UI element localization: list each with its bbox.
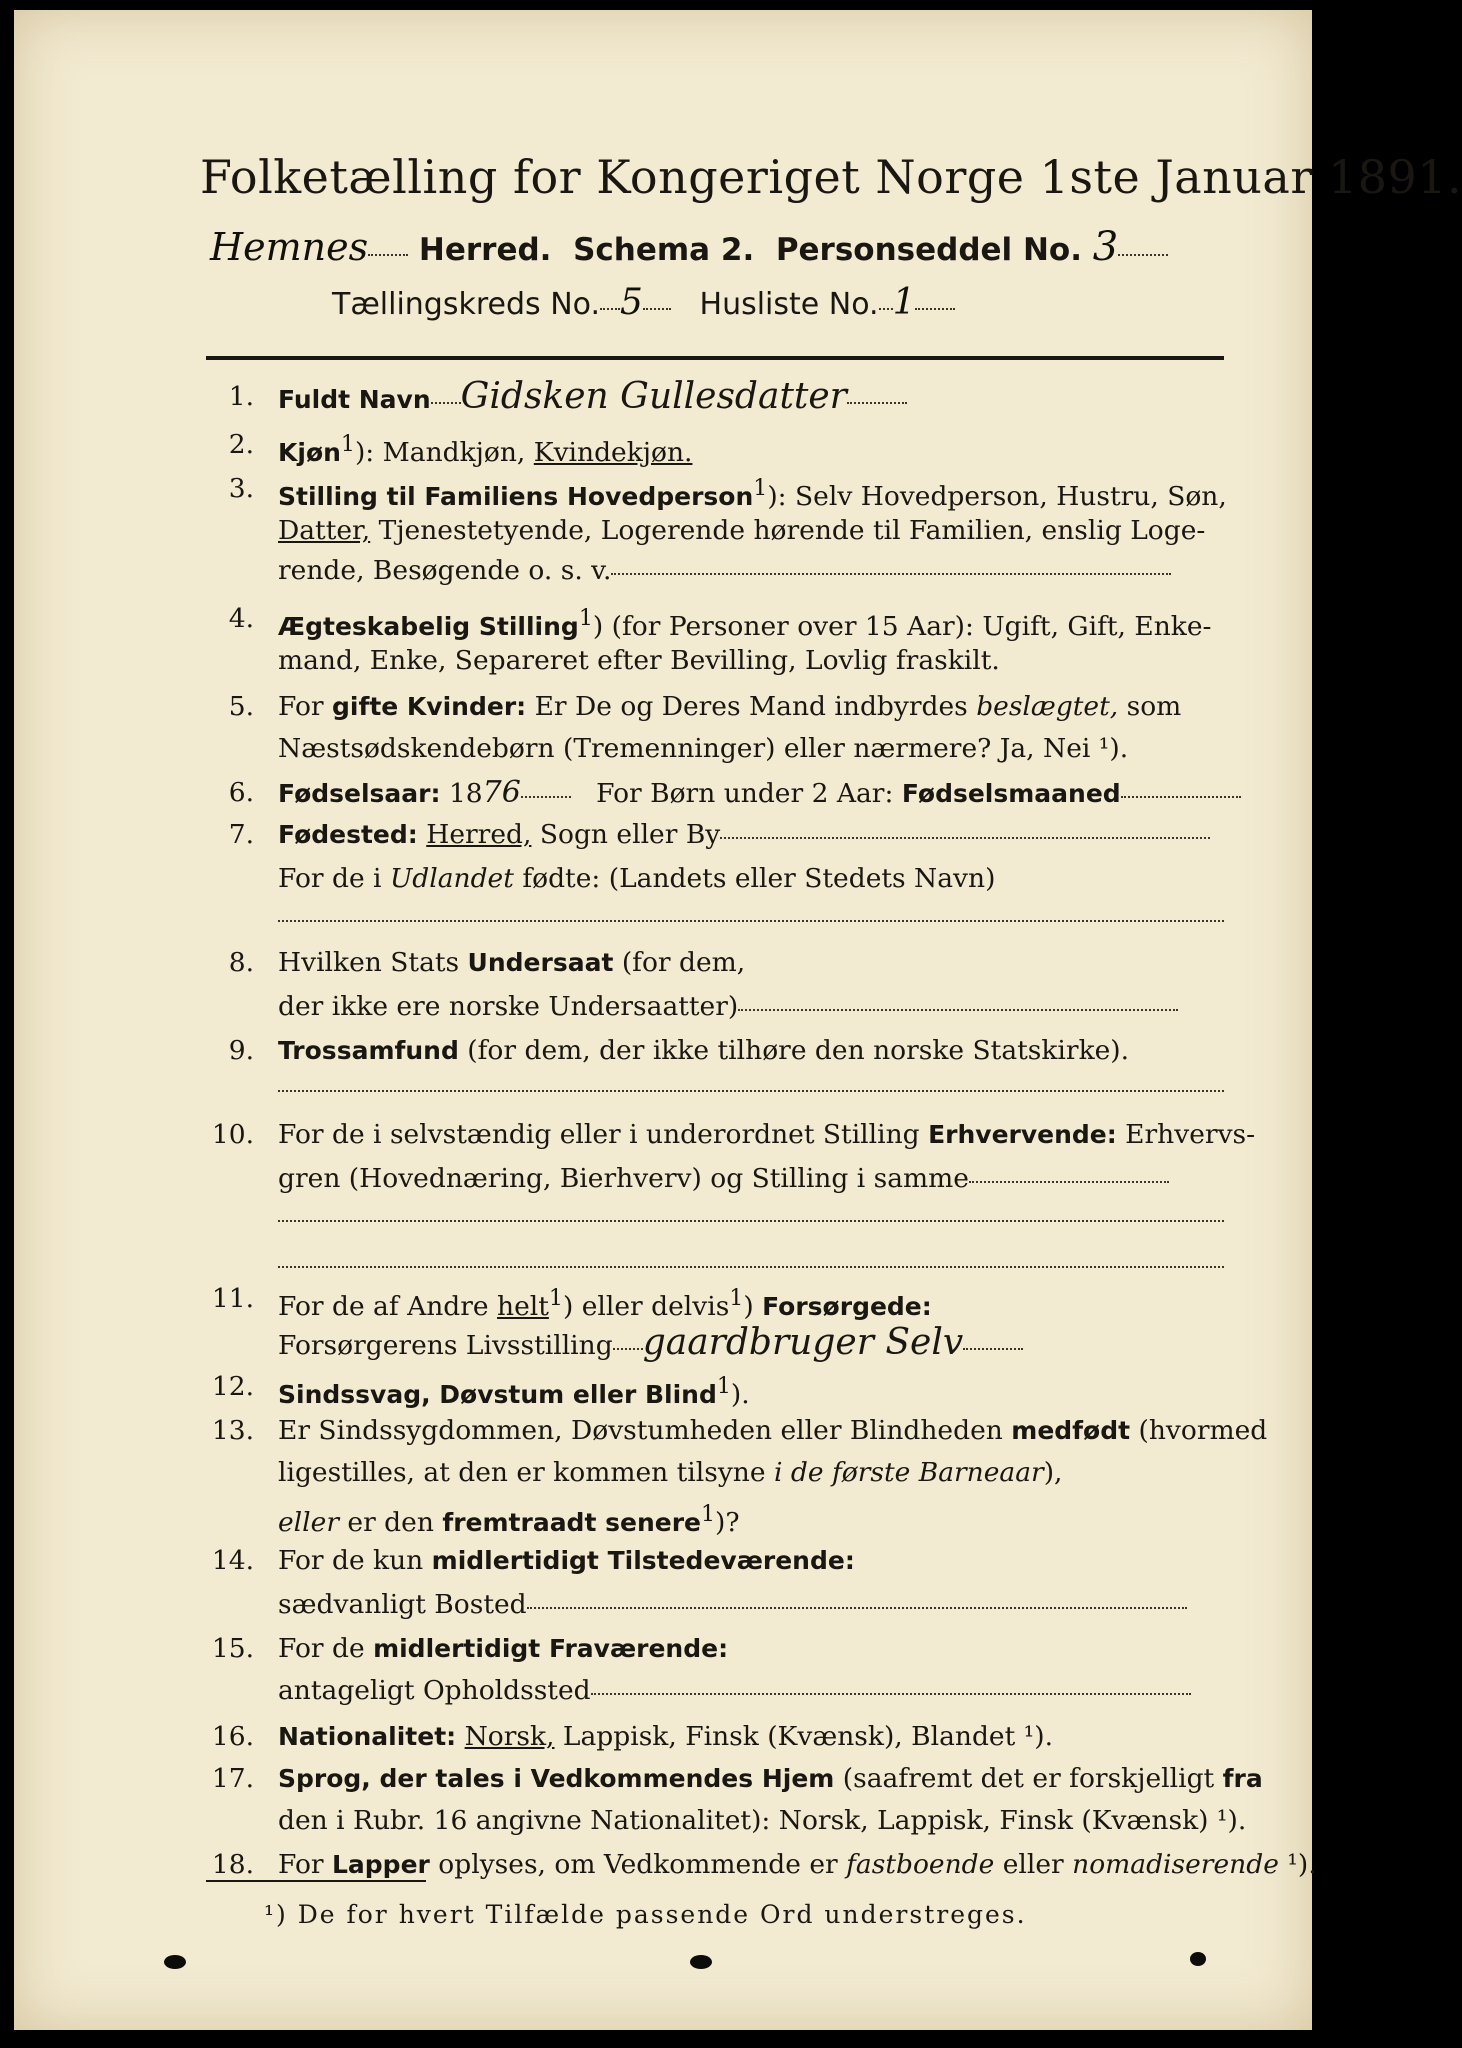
item-label: fra: [1222, 1764, 1263, 1793]
footnote-mark: 1: [340, 432, 355, 457]
item-text: mand, Enke, Separeret efter Bevilling, Lovlig fraskilt.: [278, 645, 1000, 676]
item-text: fødte: (Landets eller Stedets Navn): [513, 863, 996, 894]
selected-option: Datter,: [278, 515, 371, 546]
item-label: Kjøn: [278, 437, 341, 467]
item-number: 1.: [228, 381, 254, 412]
blank-line: [278, 1220, 1224, 1222]
item-number: 16.: [211, 1721, 254, 1752]
year-prefix: 18: [448, 778, 483, 809]
item-text: ).: [730, 1378, 750, 1410]
item-label: medfødt: [1011, 1416, 1131, 1445]
item-text: For de i selvstændig eller i underordnet Stilling: [278, 1119, 929, 1150]
herred-value: Hemnes: [210, 225, 369, 269]
header-rule: [206, 356, 1224, 360]
item-text: rende, Besøgende o. s. v.: [278, 555, 612, 586]
item-number: 9.: [228, 1035, 254, 1066]
item-number: 10.: [211, 1119, 254, 1150]
footnote-rule: [206, 1880, 426, 1882]
item-text: fastboende: [846, 1849, 995, 1880]
item-number: 13.: [211, 1415, 254, 1446]
item-label: Fødested:: [278, 820, 418, 849]
blank-line: [278, 1090, 1224, 1092]
item-label: Fødselsmaaned: [901, 779, 1121, 808]
item-text: er den: [338, 1506, 443, 1538]
item-text: Erhvervs-: [1116, 1119, 1256, 1150]
item-text: i de første Barneaar: [773, 1457, 1044, 1488]
item-text: For: [278, 691, 332, 722]
name-value: Gidsken Gullesdatter: [460, 376, 847, 417]
item-text: nomadiserende: [1072, 1849, 1279, 1880]
selected-option: Norsk,: [464, 1721, 555, 1752]
item-text: der ikke ere norske Undersaatter): [278, 991, 739, 1022]
item-text: (hvormed: [1130, 1415, 1268, 1446]
item-number: 18.: [211, 1849, 254, 1880]
item-text: (saafremt det er forskjelligt: [834, 1763, 1223, 1794]
item-label: Stilling til Familiens Hovedperson: [278, 481, 754, 511]
item-text: Forsørgerens Livsstilling: [278, 1330, 613, 1361]
ink-blot: [1190, 1952, 1206, 1966]
item-text: (for dem, der ikke tilhøre den norske Statskirke).: [458, 1035, 1130, 1066]
selected-option: Herred,: [426, 819, 532, 850]
footnote: ¹) De for hvert Tilfælde passende Ord understreges.: [264, 1900, 1027, 1929]
item-number: 4.: [228, 603, 254, 634]
item-number: 15.: [211, 1633, 254, 1664]
item-label: Erhvervende:: [928, 1120, 1117, 1149]
item-number: 17.: [211, 1763, 254, 1794]
item-label: Lapper: [331, 1850, 430, 1879]
item-text: ¹).: [1278, 1849, 1317, 1880]
item-text: For: [278, 1849, 332, 1880]
item-label: Fødselsaar:: [278, 779, 441, 808]
birth-year-value: 76: [482, 775, 521, 810]
item-label: fremtraadt senere: [442, 1507, 701, 1537]
item-text: oplyses, om Vedkommende er: [429, 1849, 847, 1880]
item-text: ): Selv Hovedperson, Hustru, Søn,: [767, 480, 1227, 512]
census-form: Folketælling for Kongeriget Norge 1ste Januar 1891. Hemnes Herred. Schema 2. Personseddel No. 3 Tællingskreds No. 5 Husliste No. 1 1. Fuldt Navn Gidsken Gullesdatter 2. Kjøn$^1$): Mandkjøn, Kvindekjøn. 3. Stilling til Familiens Hovedperson$^1$): Selv Hovedperson, Hustru, Søn, Datter, Tjenestetyende, Logerende hørende til Familien, enslig Loge- rende, Besøgende o. s. v. 4. Ægteskabelig Stilling$^1$) (for Personer over 15 Aar): Ugift, Gift, Enke- mand, Enke, Separeret efter Bevilling, Lovlig fraskilt. 5. For gifte Kvinder: Er De og Deres Mand indbyrdes beslægtet, som Næstsødskendebørn (Tremenninger) eller nærmere? Ja, Nei ¹). 6. Fødselsaar: 1876 For Børn under 2 Aar: Fødselsmaaned 7. Fødested: Herred, Sogn eller By For de i Udlandet fødte: (Landets eller Stedets Navn) 8. Hvilken Stats Undersaat (for dem, der ikke ere norske Undersaatter) 9. Trossamfund (for dem, der ikke tilhøre den norske Statskirke). 10. For de i selvstændig eller i underordnet Stilling Erhvervende: Erhvervs- gren (Hovednæring, Bierhverv) og Stilling i samme 11. For de af Andre helt$^1$) eller delvis$^1$) Forsørgede: Forsørgerens Livsstilling gaardbruger Selv 12. Sindssvag, Døvstum eller Blind$^1$). 13. Er Sindssygdommen, Døvstumheden eller Blindheden medfødt (hvormed ligestilles, at den er kommen tilsyne i de første Barneaar), eller er den fremtraadt senere$^1$)? 14. For de kun midlertidigt Tilstedeværende: sædvanligt Bosted 15. For de midlertidigt Fraværende: antageligt Opholdssted 16. Nationalitet: Norsk, Lappisk, Finsk (Kvænsk), Blandet ¹). 17. Sprog, der tales i Vedkommendes Hjem (saafremt det er forskjelligt fra den i Rubr. 16 angivne Nationalitet): Norsk, Lappisk, Finsk (Kvænsk) ¹). 18. For Lapper oplyses, om Vedkommende er fastboende eller nomadiserende ¹). ¹) De for hvert Tilfælde passende Ord understreges.: [14, 10, 1312, 2030]
personseddel-value: 3: [1092, 224, 1119, 270]
herred-label: Herred.: [418, 232, 552, 268]
personseddel-label: Personseddel No.: [775, 232, 1082, 268]
ink-blot: [164, 1955, 186, 1969]
selected-option: helt: [497, 1290, 549, 1322]
item-text: Tjenestetyende, Logerende hørende til Familien, enslig Loge-: [370, 515, 1206, 546]
item-text: Lappisk, Finsk (Kvænsk), Blandet ¹).: [554, 1721, 1054, 1752]
herred-line: [210, 224, 1168, 270]
item-number: 5.: [228, 691, 254, 722]
blank-line: [278, 1266, 1224, 1268]
item-number: 7.: [228, 819, 254, 850]
item-number: 8.: [228, 947, 254, 978]
item-text: (for dem,: [613, 947, 746, 978]
provider-value: gaardbruger Selv: [642, 1322, 964, 1363]
item-text: gren (Hovednæring, Bierhverv) og Stilling i samme: [278, 1163, 969, 1194]
item-number: 6.: [228, 777, 254, 808]
item-number: 14.: [211, 1545, 254, 1576]
item-text: For de: [278, 1633, 374, 1664]
item-text: Udlandet: [389, 863, 514, 894]
item-text: For de af Andre: [278, 1290, 498, 1322]
husliste-label: Husliste No.: [699, 287, 879, 322]
item-text: Er Sindssygdommen, Døvstumheden eller Blindheden: [278, 1415, 1012, 1446]
schema-label: Schema 2.: [573, 232, 755, 268]
item-number: 11.: [211, 1283, 254, 1314]
husliste-value: 1: [892, 282, 916, 323]
item-label: midlertidigt Tilstedeværende:: [431, 1546, 855, 1575]
item-label: Sindssvag, Døvstum eller Blind: [278, 1379, 717, 1409]
item-label: Ægteskabelig Stilling: [278, 611, 579, 641]
item-number: 3.: [228, 473, 254, 504]
item-text: For de i: [278, 863, 390, 894]
item-label: Undersaat: [467, 948, 614, 977]
item-text: eller: [994, 1849, 1073, 1880]
item-text: Næstsødskendebørn (Tremenninger) eller nærmere? Ja, Nei ¹).: [278, 733, 1129, 764]
item-text: ),: [1043, 1457, 1063, 1488]
item-label: Sprog, der tales i Vedkommendes Hjem: [278, 1764, 835, 1793]
item-text: sædvanligt Bosted: [278, 1589, 527, 1620]
item-text: ) eller delvis: [562, 1290, 730, 1322]
item-label: Fuldt Navn: [278, 385, 431, 414]
kreds-label: Tællingskreds No.: [332, 287, 600, 322]
form-title: Folketælling for Kongeriget Norge 1ste Januar 1891.: [200, 150, 1462, 204]
item-text: ligestilles, at den er kommen tilsyne: [278, 1457, 774, 1488]
item-text: ): Mandkjøn,: [354, 436, 534, 468]
item-text: eller: [278, 1506, 339, 1538]
item-text: antageligt Opholdssted: [278, 1675, 591, 1706]
item-text: beslægtet,: [976, 691, 1119, 722]
item-text: Hvilken Stats: [278, 947, 468, 978]
item-text: Sogn eller By: [531, 819, 721, 850]
item-number: 2.: [228, 429, 254, 460]
kreds-value: 5: [620, 282, 643, 323]
item-text: For Børn under 2 Aar:: [596, 778, 902, 809]
item-text: den i Rubr. 16 angivne Nationalitet): Norsk, Lappisk, Finsk (Kvænsk) ¹).: [278, 1805, 1247, 1836]
item-number: 12.: [211, 1371, 254, 1402]
selected-option: Kvindekjøn.: [533, 436, 693, 468]
kreds-line: [332, 282, 955, 323]
item-label: Forsørgede:: [762, 1291, 932, 1321]
ink-blot: [690, 1955, 712, 1969]
blank-line: [278, 920, 1224, 922]
item-text: ) (for Personer over 15 Aar): Ugift, Gift, Enke-: [592, 610, 1212, 642]
item-text: For de kun: [278, 1545, 432, 1576]
item-label: midlertidigt Fraværende:: [373, 1634, 729, 1663]
item-label: Trossamfund: [278, 1036, 459, 1065]
item-label: gifte Kvinder:: [331, 692, 527, 721]
item-text: som: [1118, 691, 1182, 722]
item-label: Nationalitet:: [278, 1722, 457, 1751]
item-text: )?: [715, 1506, 740, 1538]
item-text: Er De og Deres Mand indbyrdes: [526, 691, 977, 722]
